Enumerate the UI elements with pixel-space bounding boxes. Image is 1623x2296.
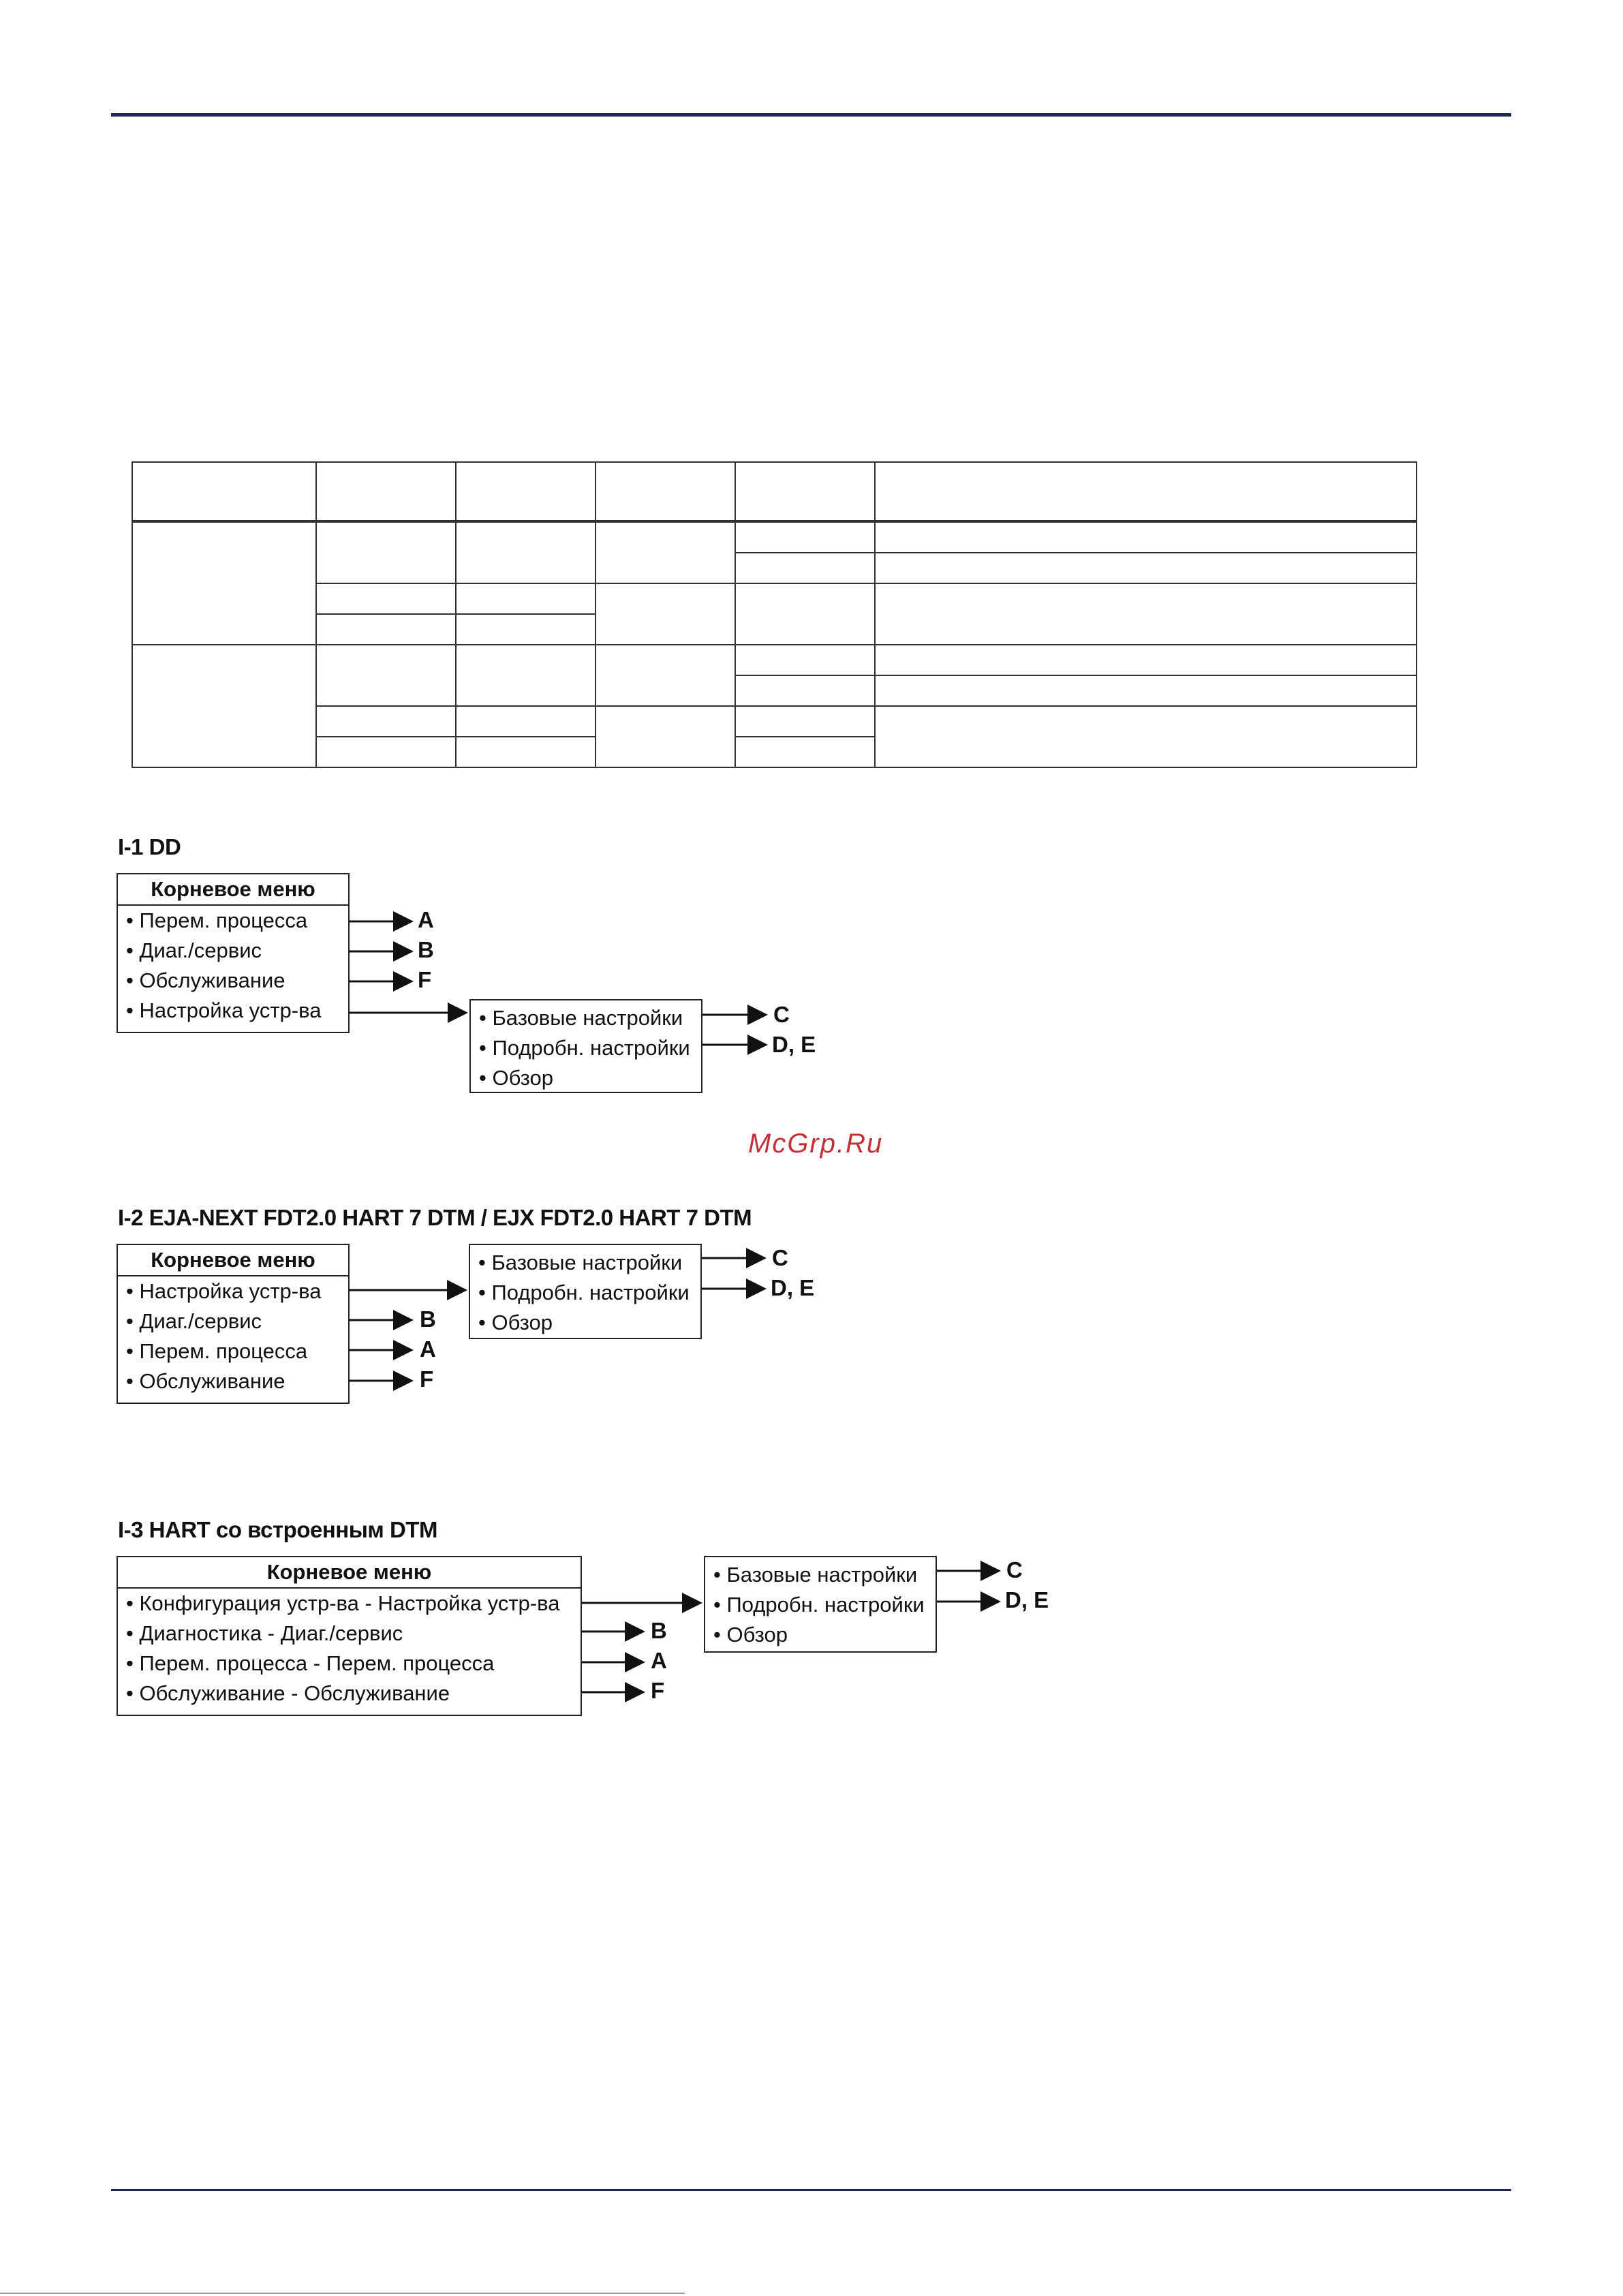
target-label-c: C bbox=[773, 1002, 790, 1027]
section-title-i3: I-3 HART со встроенным DTM bbox=[118, 1517, 437, 1542]
menu-item-diagnostics: • Диаг./сервис bbox=[126, 938, 262, 962]
menu-item-maintenance: • Обслуживание - Обслуживание bbox=[126, 1681, 450, 1705]
target-label-f: F bbox=[420, 1366, 434, 1392]
target-label-a: A bbox=[651, 1648, 667, 1673]
watermark: McGrp.Ru bbox=[748, 1129, 884, 1159]
submenu-item-overview: • Обзор bbox=[713, 1623, 788, 1647]
menu-item-device-configuration: • Конфигурация устр-ва - Настройка устр-ва bbox=[126, 1591, 560, 1615]
target-label-a: A bbox=[420, 1336, 436, 1362]
target-label-f: F bbox=[651, 1678, 665, 1703]
submenu-item-basic-settings: • Базовые настройки bbox=[478, 1251, 683, 1274]
footer-rule bbox=[111, 2189, 1511, 2191]
submenu-item-detailed-settings: • Подробн. настройки bbox=[479, 1036, 690, 1060]
root-menu-header: Корневое меню bbox=[118, 1245, 348, 1276]
target-label-b: B bbox=[418, 937, 434, 962]
submenu-item-overview: • Обзор bbox=[478, 1311, 553, 1334]
root-menu-header: Корневое меню bbox=[118, 1557, 581, 1589]
menu-item-maintenance: • Обслуживание bbox=[126, 968, 285, 992]
menu-item-diagnostics: • Диагностика - Диаг./сервис bbox=[126, 1621, 403, 1645]
menu-item-maintenance: • Обслуживание bbox=[126, 1369, 285, 1393]
submenu-item-basic-settings: • Базовые настройки bbox=[479, 1006, 683, 1030]
target-label-d-e: D, E bbox=[1005, 1587, 1049, 1612]
target-label-c: C bbox=[772, 1245, 788, 1270]
menu-item-process-variables: • Перем. процесса bbox=[126, 1339, 308, 1363]
menu-item-process-variables: • Перем. процесса bbox=[126, 908, 308, 932]
menu-item-device-setup: • Настройка устр-ва bbox=[126, 998, 322, 1022]
submenu-item-detailed-settings: • Подробн. настройки bbox=[713, 1593, 925, 1617]
target-label-f: F bbox=[418, 967, 432, 992]
section-title-i1: I-1 DD bbox=[118, 834, 181, 859]
target-label-d-e: D, E bbox=[772, 1032, 816, 1057]
submenu-item-overview: • Обзор bbox=[479, 1066, 553, 1090]
menu-item-device-setup: • Настройка устр-ва bbox=[126, 1279, 322, 1303]
target-label-d-e: D, E bbox=[771, 1275, 815, 1300]
root-menu-header: Корневое меню bbox=[118, 874, 348, 906]
menu-item-diagnostics: • Диаг./сервис bbox=[126, 1309, 262, 1333]
target-label-b: B bbox=[420, 1306, 436, 1332]
page-edge-line bbox=[0, 2293, 685, 2294]
section-title-i2: I-2 EJA-NEXT FDT2.0 HART 7 DTM / EJX FDT2.0 HART 7 DTM bbox=[118, 1205, 752, 1230]
submenu-item-basic-settings: • Базовые настройки bbox=[713, 1563, 918, 1587]
submenu-item-detailed-settings: • Подробн. настройки bbox=[478, 1281, 690, 1304]
target-label-c: C bbox=[1006, 1557, 1023, 1582]
menu-item-process-variables: • Перем. процесса - Перем. процесса bbox=[126, 1651, 495, 1675]
target-label-b: B bbox=[651, 1618, 667, 1643]
target-label-a: A bbox=[418, 907, 434, 932]
